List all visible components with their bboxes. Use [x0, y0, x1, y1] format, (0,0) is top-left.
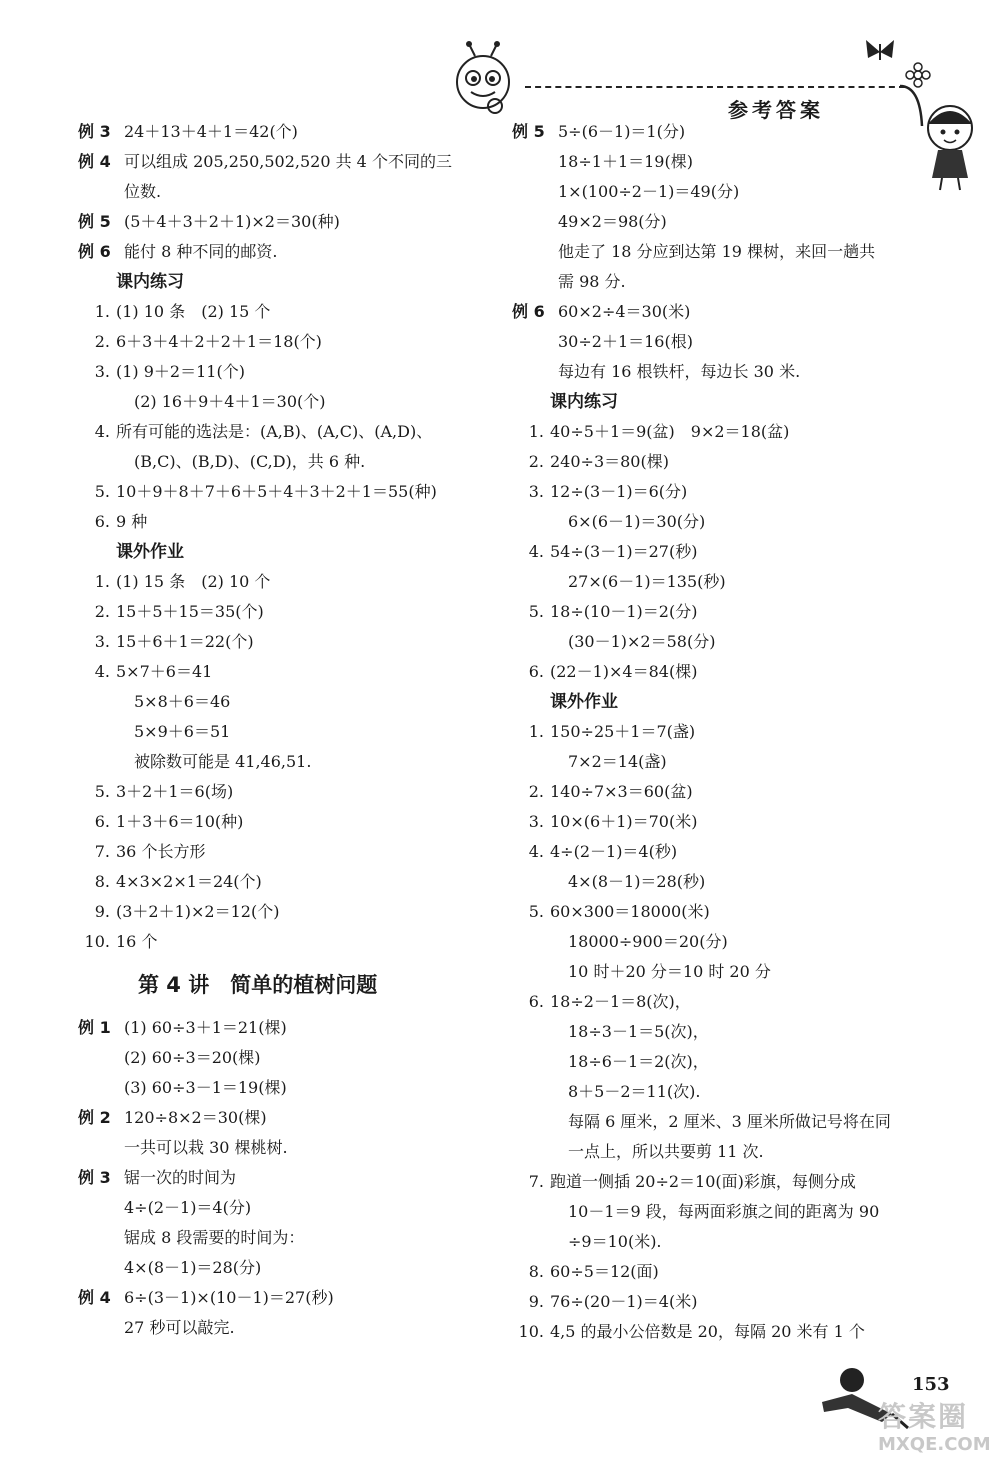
header-title: 参考答案	[728, 98, 824, 122]
answer-text: 24＋13＋4＋1＝42(个)	[124, 122, 298, 141]
answer-text: 12÷(3－1)＝6(分)	[550, 482, 688, 501]
item-number: 1.	[94, 302, 110, 321]
flower-icon	[905, 62, 931, 92]
answer-text: 可以组成 205,250,502,520 共 4 个不同的三	[124, 152, 452, 171]
item-number: 4.	[94, 662, 110, 681]
answer-text: 锯一次的时间为	[124, 1168, 237, 1187]
example-label: 例 4	[78, 152, 111, 171]
answer-line	[78, 237, 488, 267]
lecture-title: 第 4 讲 简单的植树问题	[138, 973, 378, 997]
answer-line	[512, 1227, 922, 1257]
item-number: 6.	[94, 512, 110, 531]
answer-text: 8＋5－2＝11(次).	[568, 1082, 701, 1101]
answer-line	[512, 1017, 922, 1047]
example-label: 例 4	[78, 1288, 111, 1307]
example-label: 例 6	[78, 242, 111, 261]
answer-line	[78, 1043, 488, 1073]
answer-line	[78, 1223, 488, 1253]
answer-line	[512, 237, 922, 267]
answer-text: 18÷1＋1＝19(棵)	[558, 152, 693, 171]
answer-text: 9 种	[116, 512, 148, 531]
answer-line	[512, 1077, 922, 1107]
answer-line	[78, 1253, 488, 1283]
answer-line	[512, 537, 922, 567]
answer-line	[78, 387, 488, 417]
example-label: 例 6	[512, 302, 545, 321]
answer-text: 4÷(2－1)＝4(分)	[124, 1198, 252, 1217]
item-number: 4.	[94, 422, 110, 441]
answer-line	[512, 1107, 922, 1137]
answer-text: (3＋2＋1)×2＝12(个)	[116, 902, 280, 921]
answer-text: 10×(6＋1)＝70(米)	[550, 812, 698, 831]
answer-text: 10－1＝9 段，每两面彩旗之间的距离为 90	[568, 1202, 880, 1221]
answer-text: 18000÷900＝20(分)	[568, 932, 728, 951]
item-number: 2.	[94, 332, 110, 351]
answer-text: (1) 9＋2＝11(个)	[116, 362, 245, 381]
item-number: 6.	[528, 992, 544, 1011]
answer-text: 每边有 16 根铁杆，每边长 30 米.	[558, 362, 801, 381]
answer-text: 5×7＋6＝41	[116, 662, 213, 681]
answer-text: 7×2＝14(盏)	[568, 752, 667, 771]
answer-text: 18÷6－1＝2(次)，	[568, 1052, 709, 1071]
answer-text: (1) 10 条 (2) 15 个	[116, 302, 271, 321]
left-column	[78, 117, 488, 1343]
section-heading: 课外作业	[550, 692, 618, 712]
answer-line	[78, 1073, 488, 1103]
answer-line	[78, 117, 488, 147]
answer-text: 30÷2＋1＝16(根)	[558, 332, 693, 351]
answer-text: 4,5 的最小公倍数是 20，每隔 20 米有 1 个	[550, 1322, 865, 1341]
item-number: 2.	[528, 782, 544, 801]
answer-line	[512, 957, 922, 987]
answer-text: 15＋6＋1＝22(个)	[116, 632, 254, 651]
example-label: 例 5	[78, 212, 111, 231]
item-number: 8.	[94, 872, 110, 891]
answer-text: 40÷5＋1＝9(盆) 9×2＝18(盆)	[550, 422, 790, 441]
answer-text: (1) 15 条 (2) 10 个	[116, 572, 271, 591]
answer-text: 每隔 6 厘米，2 厘米、3 厘米所做记号将在同	[568, 1112, 891, 1131]
answer-line	[78, 417, 488, 447]
example-label: 例 2	[78, 1108, 111, 1127]
answer-line	[512, 1197, 922, 1227]
answer-line	[512, 297, 922, 327]
answer-text: 4÷(2－1)＝4(秒)	[550, 842, 678, 861]
example-label: 例 1	[78, 1018, 111, 1037]
answer-line	[512, 417, 922, 447]
item-number: 5.	[94, 482, 110, 501]
watermark	[878, 1400, 993, 1464]
answer-line	[78, 837, 488, 867]
answer-text: (30－1)×2＝58(分)	[568, 632, 716, 651]
answer-line	[512, 747, 922, 777]
header-dashed-rule	[525, 86, 905, 88]
right-column	[512, 117, 922, 1347]
answer-line	[78, 357, 488, 387]
example-label: 例 3	[78, 1168, 111, 1187]
answer-line	[512, 657, 922, 687]
answer-text: 能付 8 种不同的邮资.	[124, 242, 278, 261]
example-label: 例 3	[78, 122, 111, 141]
cartoon-bug-icon	[445, 40, 525, 119]
item-number: 7.	[528, 1172, 544, 1191]
answer-line	[78, 807, 488, 837]
answer-text: 140÷7×3＝60(盆)	[550, 782, 693, 801]
answer-line	[78, 1013, 488, 1043]
answer-text: 3＋2＋1＝6(场)	[116, 782, 234, 801]
watermark-line2: MXQE.COM	[878, 1434, 991, 1455]
answer-text: 锯成 8 段需要的时间为：	[124, 1228, 305, 1247]
answer-line	[512, 627, 922, 657]
answer-text: 27 秒可以敲完.	[124, 1318, 235, 1337]
item-number: 3.	[94, 632, 110, 651]
answer-text: 一共可以栽 30 棵桃树.	[124, 1138, 288, 1157]
item-number: 7.	[94, 842, 110, 861]
item-number: 4.	[528, 542, 544, 561]
answer-text: 1×(100÷2－1)＝49(分)	[558, 182, 740, 201]
answer-text: 16 个	[116, 932, 158, 951]
answer-line	[78, 1103, 488, 1133]
answer-line	[512, 867, 922, 897]
item-number: 6.	[528, 662, 544, 681]
answer-line	[78, 867, 488, 897]
answer-line	[512, 177, 922, 207]
answer-text: 跑道一侧插 20÷2＝10(面)彩旗，每侧分成	[550, 1172, 856, 1191]
answer-line	[78, 777, 488, 807]
answer-line	[512, 117, 922, 147]
answer-line	[512, 597, 922, 627]
answer-text: (22－1)×4＝84(棵)	[550, 662, 698, 681]
answer-line	[78, 627, 488, 657]
answer-text: (2) 60÷3＝20(棵)	[124, 1048, 261, 1067]
answer-line	[78, 597, 488, 627]
item-number: 8.	[528, 1262, 544, 1281]
item-number: 2.	[94, 602, 110, 621]
section-heading: 课外作业	[116, 542, 184, 562]
answer-line	[512, 987, 922, 1017]
item-number: 10.	[84, 932, 110, 951]
answer-line	[78, 1283, 488, 1313]
answer-line	[78, 897, 488, 927]
answer-line	[78, 477, 488, 507]
answer-text: 他走了 18 分应到达第 19 棵树，来回一趟共	[558, 242, 876, 261]
item-number: 1.	[94, 572, 110, 591]
answer-text: 60×2÷4＝30(米)	[558, 302, 691, 321]
answer-line	[78, 657, 488, 687]
answer-text: 4×(8－1)＝28(分)	[124, 1258, 262, 1277]
answer-text: 60÷5＝12(面)	[550, 1262, 659, 1281]
watermark-line1: 答案圈	[878, 1400, 969, 1433]
answer-line	[512, 207, 922, 237]
answer-line	[512, 1317, 922, 1347]
answer-line	[512, 267, 922, 297]
answer-line	[78, 747, 488, 777]
answer-text: 所有可能的选法是：(A,B)、(A,C)、(A,D)、	[116, 422, 433, 441]
answer-text: ÷9＝10(米).	[568, 1232, 662, 1251]
answer-text: (B,C)、(B,D)、(C,D)，共 6 种.	[134, 452, 366, 471]
answer-text: 150÷25＋1＝7(盏)	[550, 722, 696, 741]
section-heading: 课内练习	[116, 272, 184, 292]
cartoon-girl-icon	[912, 98, 992, 197]
answer-text: 18÷3－1＝5(次)，	[568, 1022, 709, 1041]
answer-line	[512, 1137, 922, 1167]
answer-text: 18÷2－1＝8(次)，	[550, 992, 691, 1011]
answer-line	[78, 687, 488, 717]
answer-text: 5÷(6－1)＝1(分)	[558, 122, 686, 141]
answer-line	[78, 177, 488, 207]
answer-line	[78, 507, 488, 537]
answer-text: 被除数可能是 41,46,51.	[134, 752, 312, 771]
answer-line	[512, 357, 922, 387]
item-number: 1.	[528, 422, 544, 441]
answer-line	[78, 1133, 488, 1163]
answer-text: 240÷3＝80(棵)	[550, 452, 669, 471]
answer-text: 18÷(10－1)＝2(分)	[550, 602, 698, 621]
answer-line	[78, 327, 488, 357]
item-number: 9.	[94, 902, 110, 921]
item-number: 2.	[528, 452, 544, 471]
example-label: 例 5	[512, 122, 545, 141]
item-number: 4.	[528, 842, 544, 861]
answer-text: (2) 16＋9＋4＋1＝30(个)	[134, 392, 326, 411]
answer-text: 5×9＋6＝51	[134, 722, 231, 741]
answer-line	[78, 567, 488, 597]
answer-line	[512, 1257, 922, 1287]
answer-text: 10 时＋20 分＝10 时 20 分	[568, 962, 771, 981]
item-number: 5.	[94, 782, 110, 801]
answer-line	[512, 1167, 922, 1197]
answer-text: (5＋4＋3＋2＋1)×2＝30(种)	[124, 212, 340, 231]
answer-line	[512, 717, 922, 747]
answer-text: 6＋3＋4＋2＋2＋1＝18(个)	[116, 332, 322, 351]
answer-line	[512, 1047, 922, 1077]
item-number: 1.	[528, 722, 544, 741]
answer-text: 一点上，所以共要剪 11 次.	[568, 1142, 764, 1161]
answer-line	[512, 147, 922, 177]
answer-text: 1＋3＋6＝10(种)	[116, 812, 244, 831]
answer-line	[512, 1287, 922, 1317]
answer-text: 6÷(3－1)×(10－1)＝27(秒)	[124, 1288, 334, 1307]
answer-line	[512, 567, 922, 597]
answer-line	[78, 1163, 488, 1193]
item-number: 5.	[528, 602, 544, 621]
item-number: 6.	[94, 812, 110, 831]
answer-text: 15＋5＋15＝35(个)	[116, 602, 264, 621]
answer-text: (3) 60÷3－1＝19(棵)	[124, 1078, 287, 1097]
answer-line	[512, 447, 922, 477]
answer-line	[512, 777, 922, 807]
item-number: 3.	[528, 812, 544, 831]
answer-line	[512, 837, 922, 867]
answer-text: 6×(6－1)＝30(分)	[568, 512, 706, 531]
answer-text: 76÷(20－1)＝4(米)	[550, 1292, 698, 1311]
answer-text: 4×(8－1)＝28(秒)	[568, 872, 706, 891]
answer-text: 4×3×2×1＝24(个)	[116, 872, 262, 891]
answer-line	[78, 447, 488, 477]
answer-line	[512, 927, 922, 957]
answer-line	[512, 477, 922, 507]
item-number: 3.	[528, 482, 544, 501]
butterfly-icon	[862, 38, 898, 70]
answer-line	[78, 297, 488, 327]
answer-line	[78, 147, 488, 177]
answer-text: 27×(6－1)＝135(秒)	[568, 572, 726, 591]
answer-text: 120÷8×2＝30(棵)	[124, 1108, 267, 1127]
answer-text: 5×8＋6＝46	[134, 692, 231, 711]
answer-line	[512, 897, 922, 927]
item-number: 3.	[94, 362, 110, 381]
answer-text: 需 98 分.	[558, 272, 626, 291]
answer-line	[78, 1193, 488, 1223]
answer-line	[512, 327, 922, 357]
answer-text: (1) 60÷3＋1＝21(棵)	[124, 1018, 287, 1037]
item-number: 9.	[528, 1292, 544, 1311]
answer-text: 10＋9＋8＋7＋6＋5＋4＋3＋2＋1＝55(种)	[116, 482, 437, 501]
answer-text: 54÷(3－1)＝27(秒)	[550, 542, 698, 561]
page-number: 153	[912, 1374, 950, 1395]
answer-line	[78, 717, 488, 747]
item-number: 5.	[528, 902, 544, 921]
answer-text: 位数.	[124, 182, 162, 201]
answer-line	[78, 1313, 488, 1343]
answer-line	[512, 807, 922, 837]
answer-line	[78, 927, 488, 957]
answer-line	[78, 207, 488, 237]
answer-text: 49×2＝98(分)	[558, 212, 667, 231]
answer-line	[512, 507, 922, 537]
item-number: 10.	[518, 1322, 544, 1341]
section-heading: 课内练习	[550, 392, 618, 412]
answer-text: 36 个长方形	[116, 842, 206, 861]
answer-text: 60×300＝18000(米)	[550, 902, 710, 921]
